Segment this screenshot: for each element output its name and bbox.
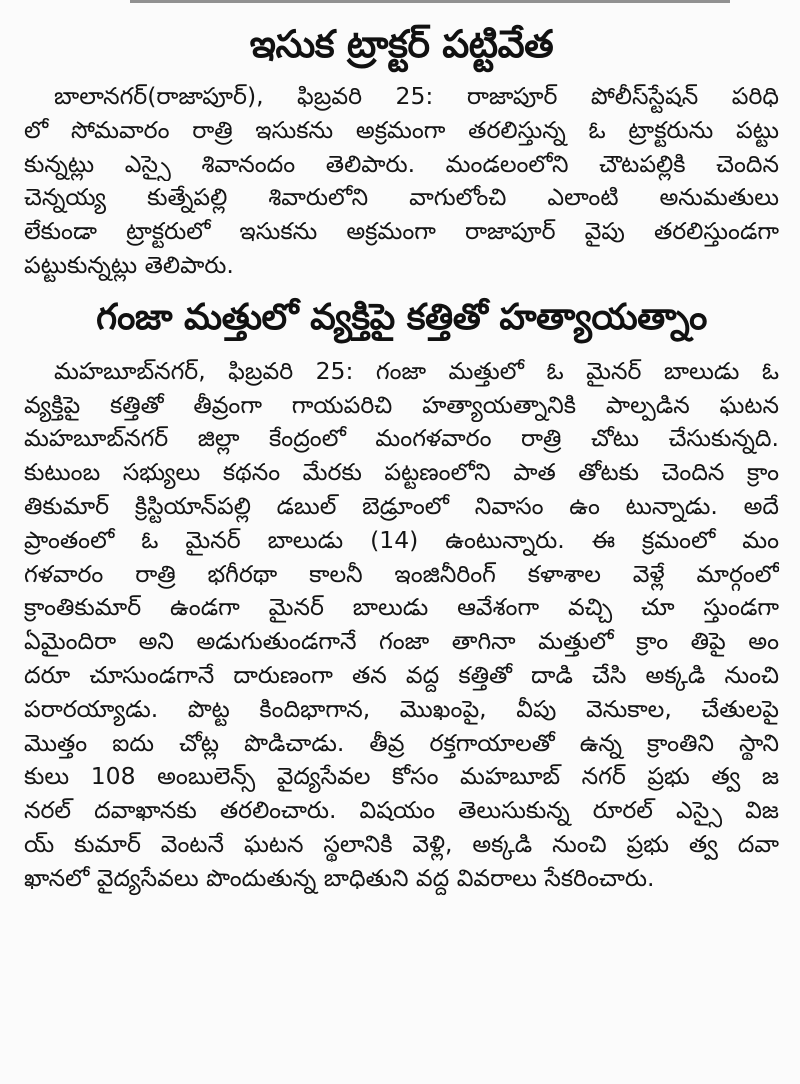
body-line: మహబూబ్‌నగర్, ఫిబ్రవరి 25: గంజా మత్తులో ఓ మైనర్ బాలుడు ఓ — [54, 356, 779, 385]
body-line: య్ కుమార్ వెంటనే ఘటన స్థలానికి వెళ్లి, అక్కడి నుంచి ప్రభు త్వ దవా — [24, 829, 779, 858]
headline-ganja-attack: గంజా మత్తులో వ్యక్తిపై కత్తితో హత్యాయత్నాం — [96, 296, 707, 338]
body-line: ఖానలో వైద్యసేవలు పొందుతున్న బాధితుని వద్ద వివరాలు సేకరించారు. — [24, 863, 655, 892]
body-line: లేకుండా ట్రాక్టరులో ఇసుకను అక్రమంగా రాజాపూర్ వైపు తరలిస్తుండగా — [24, 217, 779, 246]
body-line: మహబూబ్‌నగర్ జిల్లా కేంద్రంలో మంగళవారం రాత్రి చోటు చేసుకున్నది. — [24, 424, 779, 453]
body-line: పరారయ్యాడు. పొట్ట కిందిభాగాన, మొఖంపై, వీపు వెనుకాల, చేతులపై — [24, 694, 779, 723]
body-line: మొత్తం ఐదు చోట్ల పొడిచాడు. తీవ్ర రక్తగాయాలతో ఉన్న క్రాంతిని స్థాని — [24, 728, 779, 757]
story-sand-tractor-body — [24, 80, 779, 283]
body-line: ఏమైందిరా అని అడుగుతుండగానే గంజా తాగినా మత్తులో క్రాం తిపై అం — [24, 627, 779, 656]
body-line: కుటుంబ సభ్యులు కథనం మేరకు పట్టణంలోని పాత తోటకు చెందిన క్రాం — [24, 458, 779, 487]
body-line: నరల్ దవాఖానకు తరలించారు. విషయం తెలుసుకున్న రూరల్ ఎస్సై విజ — [24, 796, 779, 825]
body-line: ప్రాంతంలో ఓ మైనర్ బాలుడు (14) ఉంటున్నారు. ఈ క్రమంలో మం — [24, 525, 779, 554]
body-line: పట్టుకున్నట్లు తెలిపారు. — [24, 250, 234, 279]
body-line: చెన్నయ్య కుత్నేపల్లి శివారులోని వాగులోంచి ఎలాంటి అనుమతులు — [24, 183, 779, 212]
body-line: దరూ చూసుండగానే దారుణంగా తన వద్ద కత్తితో దాడి చేసి అక్కడి నుంచి — [24, 660, 779, 689]
body-line: వ్యక్తిపై కత్తితో తీవ్రంగా గాయపరిచి హత్యాయత్నానికి పాల్పడిన ఘటన — [24, 390, 779, 419]
story-ganja-attack-body — [24, 355, 779, 896]
body-line: లో సోమవారం రాత్రి ఇసుకను అక్రమంగా తరలిస్తున్న ఓ ట్రాక్టరును పట్టు — [24, 115, 779, 144]
body-line: కున్నట్లు ఎస్సై శివానందం తెలిపారు. మండలంలోని చౌటపల్లికి చెందిన — [24, 149, 779, 178]
clipped-previous-line — [0, 0, 800, 10]
story-sand-tractor-seized — [24, 14, 779, 283]
body-line: కులు 108 అంబులెన్స్ వైద్యసేవల కోసం మహబూబ్ నగర్ ప్రభు త్వ జ — [24, 762, 779, 791]
body-line: తికుమార్ క్రిస్టియాన్‌పల్లి డబుల్ బెడ్రూంలో నివాసం ఉం టున్నాడు. అదే — [24, 491, 779, 520]
headline-sand-tractor: ఇసుక ట్రాక్టర్ పట్టివేత — [249, 22, 554, 66]
body-line: బాలానగర్(రాజాపూర్), ఫిబ్రవరి 25: రాజాపూర్ పోలీస్‌స్టేషన్ పరిధి — [54, 82, 779, 110]
newspaper-clipping — [24, 14, 779, 896]
body-line: గళవారం రాత్రి భగీరథా కాలనీ ఇంజినీరింగ్ కళాశాల వెళ్లే మార్గంలో — [24, 559, 779, 588]
story-ganja-attack — [24, 287, 779, 896]
body-line: క్రాంతికుమార్ ఉండగా మైనర్ బాలుడు ఆవేశంగా వచ్చి చూ స్తుండగా — [24, 593, 779, 622]
